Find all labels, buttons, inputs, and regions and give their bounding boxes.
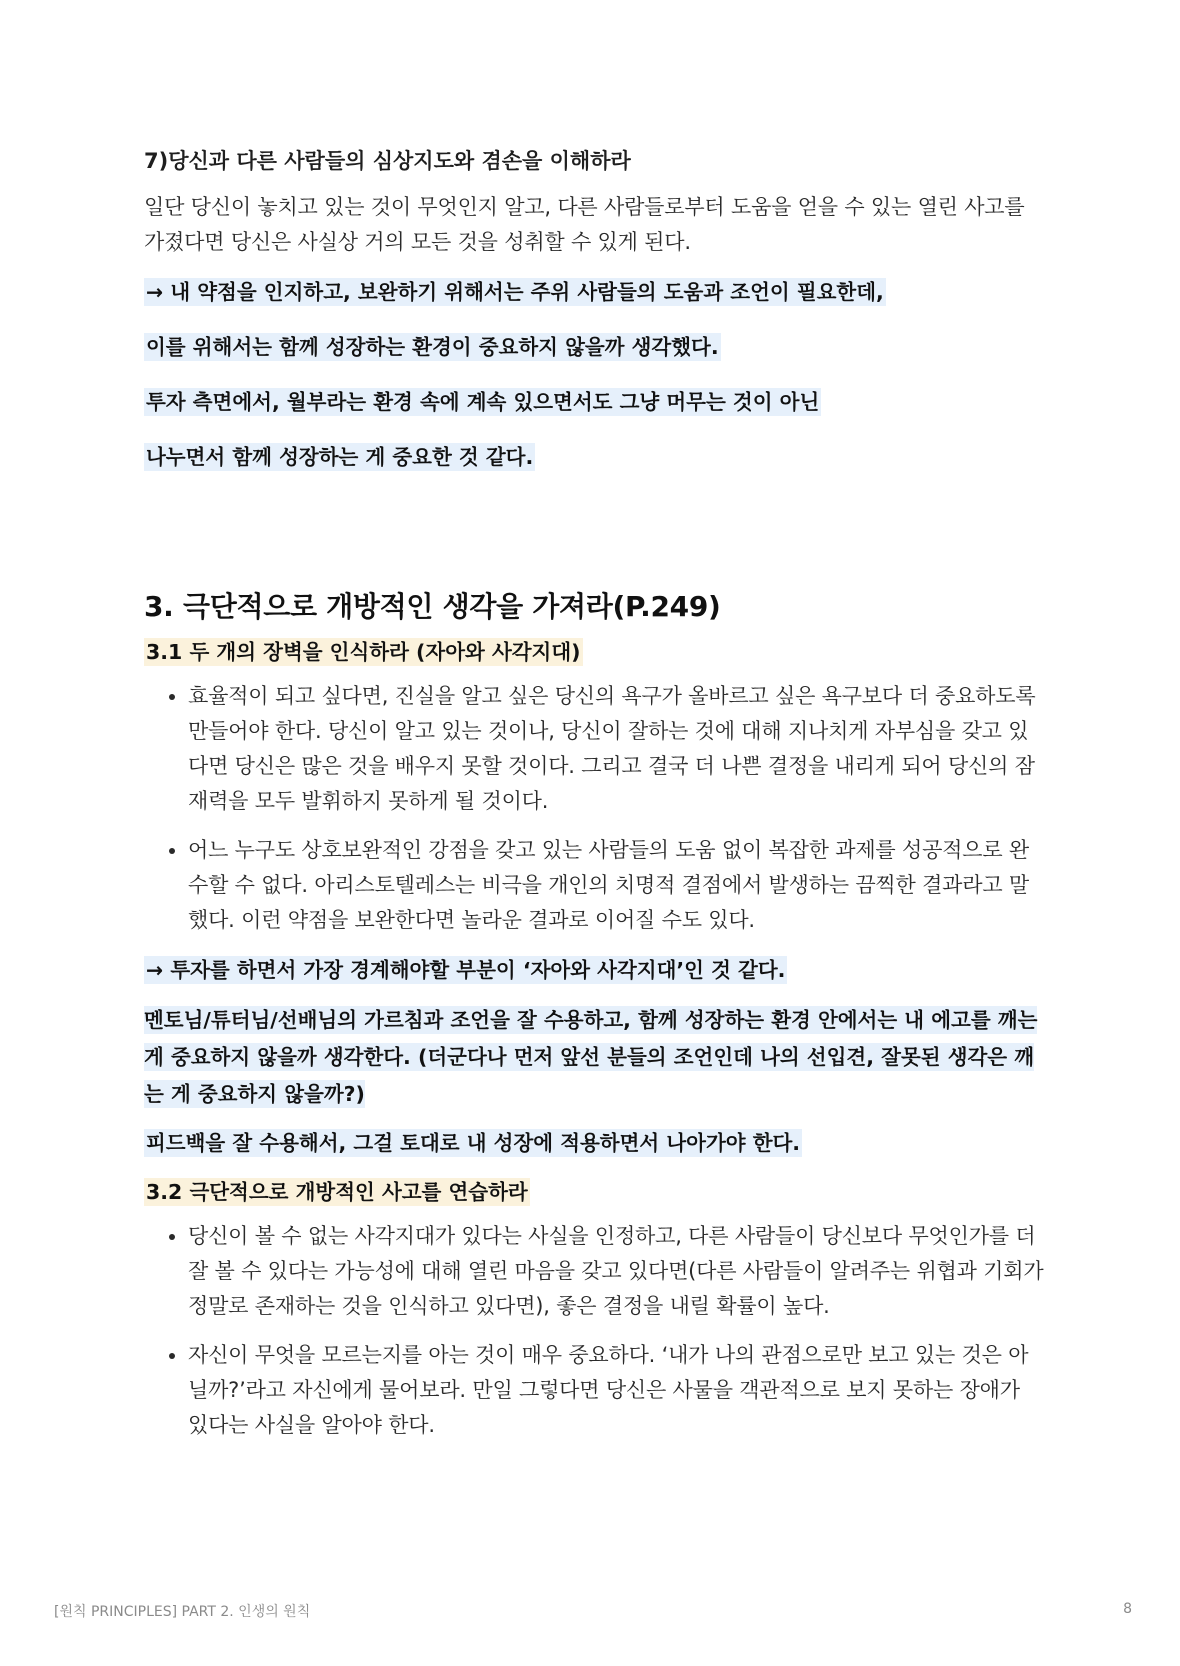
list-item: • 어느 누구도 상호보완적인 강점을 갖고 있는 사람들의 도움 없이 복잡한 과제를 성공적으로 완수할 수 없다. 아리스토텔레스는 비극을 개인의 치명적 결점에서 발생하는 끔찍한 결과라고 말했다. 이런 약점을 보완한다면 놀라운 결과로 이어질 수도 있다.: [188, 833, 1044, 938]
document-page: [144, 146, 1044, 1457]
subheading-3-1: [144, 635, 1044, 665]
note-line: [144, 274, 1044, 312]
subheading-3-2: [144, 1175, 1044, 1205]
list-item: • 자신이 무엇을 모르는지를 아는 것이 매우 중요하다. ‘내가 나의 관점으로만 보고 있는 것은 아닐까?’라고 자신에게 물어보라. 만일 그렇다면 당신은 사물을 객관적으로 보지 못하는 장애가 있다는 사실을 알아야 한다.: [188, 1338, 1044, 1443]
list-item: • 당신이 볼 수 없는 사각지대가 있다는 사실을 인정하고, 다른 사람들이 당신보다 무엇인가를 더 잘 볼 수 있다는 가능성에 대해 열린 마음을 갖고 있다면(다른 사람들이 알려주는 위협과 기회가 정말로 존재하는 것을 인식하고 있다면), 좋은 결정을 내릴 확률이 높다.: [188, 1219, 1044, 1324]
subheading-text: 3.1 두 개의 장벽을 인식하라 (자아와 사각지대): [146, 640, 581, 664]
note-line: [144, 439, 1044, 477]
bullet-list: [144, 679, 1044, 938]
footer-title: [원칙 PRINCIPLES] PART 2. 인생의 원칙: [54, 1604, 311, 1620]
note-line: [144, 952, 1044, 990]
note-text: 멘토님/튜터님/선배님의 가르침과 조언을 잘 수용하고, 함께 성장하는 환경 안에서는 내 에고를 깨는 게 중요하지 않을까 생각한다. (더군다나 먼저 앞선 분들의 조언인데 나의 선입견, 잘못된 생각은 깨는 게 중요하지 않을까?): [144, 1008, 1038, 1106]
section7-body: 일단 당신이 놓치고 있는 것이 무엇인지 알고, 다른 사람들로부터 도움을 얻을 수 있는 열린 사고를 가졌다면 당신은 사실상 거의 모든 것을 성취할 수 있게 된다.: [144, 195, 1025, 254]
page-number: 8: [1123, 1601, 1132, 1617]
list-item: • 효율적이 되고 싶다면, 진실을 알고 싶은 당신의 욕구가 올바르고 싶은 욕구보다 더 중요하도록 만들어야 한다. 당신이 알고 있는 것이나, 당신이 잘하는 것에 대해 지나치게 자부심을 갖고 있다면 당신은 많은 것을 배우지 못할 것이다. 그리고 결국 더 나쁜 결정을 내리게 되어 당신의 잠재력을 모두 발휘하지 못하게 될 것이다.: [188, 679, 1044, 819]
note-line: [144, 1125, 1044, 1163]
bullet-list: [144, 1219, 1044, 1443]
subheading-text: 3.2 극단적으로 개방적인 사고를 연습하라: [146, 1180, 528, 1204]
note-text: 피드백을 잘 수용해서, 그걸 토대로 내 성장에 적용하면서 나아가야 한다.: [146, 1131, 801, 1155]
chapter-title: 3. 극단적으로 개방적인 생각을 가져라(P.249): [144, 590, 721, 623]
note-line: [144, 329, 1044, 367]
note-line: [144, 384, 1044, 422]
note-text: 나누면서 함께 성장하는 게 중요한 것 같다.: [146, 445, 534, 469]
note-paragraph: [144, 1002, 1044, 1113]
note-text: 이를 위해서는 함께 성장하는 환경이 중요하지 않을까 생각했다.: [146, 335, 719, 359]
note-text: → 내 약점을 인지하고, 보완하기 위해서는 주위 사람들의 도움과 조언이 필요한데,: [146, 280, 884, 304]
note-text: 투자 측면에서, 월부라는 환경 속에 계속 있으면서도 그냥 머무는 것이 아닌: [146, 390, 820, 414]
section7-heading: 7)당신과 다른 사람들의 심상지도와 겸손을 이해하라: [144, 149, 631, 173]
note-text: → 투자를 하면서 가장 경계해야할 부분이 ‘자아와 사각지대’인 것 같다.: [146, 958, 786, 982]
